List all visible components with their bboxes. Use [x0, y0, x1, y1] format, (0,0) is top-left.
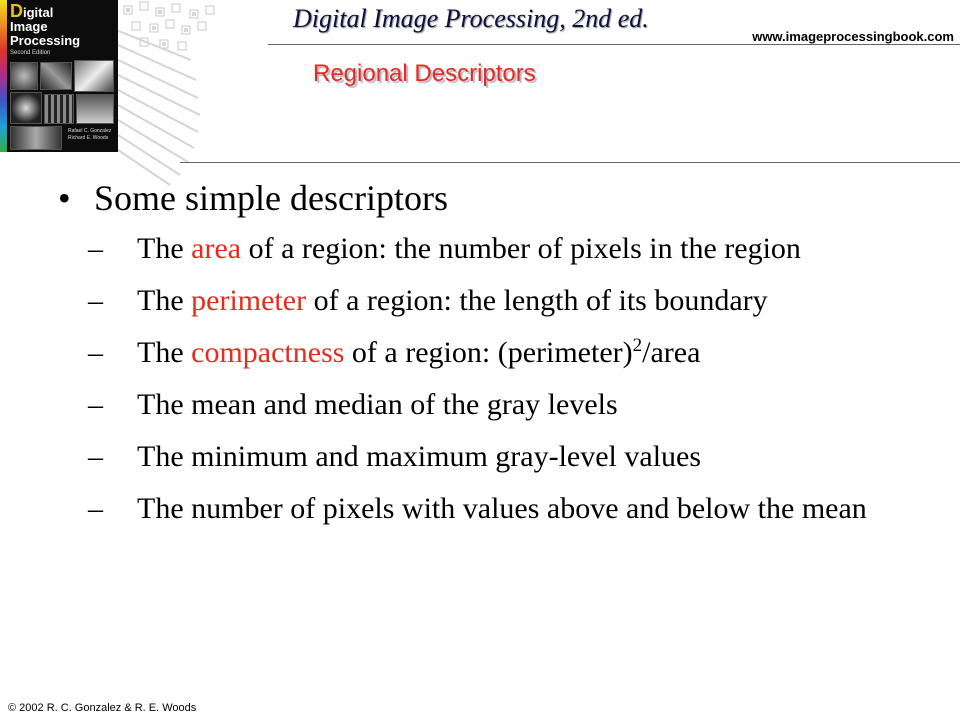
cover-title: Digital Image Processing	[10, 1, 81, 48]
list-item	[58, 440, 918, 473]
list-item	[58, 284, 918, 317]
list-item	[58, 388, 918, 421]
header-divider-top	[268, 44, 960, 45]
list-item-text: The area of a region: the number of pixels in the region	[137, 232, 801, 265]
list-item-text: The number of pixels with values above and below the mean	[137, 492, 867, 525]
cover-thumbnail-image	[10, 92, 42, 124]
cover-spectrum-stripe	[0, 0, 7, 152]
dash-marker: –	[88, 388, 103, 421]
dash-marker: –	[88, 284, 103, 317]
cover-thumbnail-image	[44, 94, 74, 124]
copyright-footer: © 2002 R. C. Gonzalez & R. E. Woods	[8, 702, 197, 714]
dash-marker: –	[88, 492, 103, 525]
cover-edition: Second Edition	[10, 50, 51, 56]
cover-thumbnail-image	[74, 60, 114, 92]
book-title-header: Digital Image Processing, 2nd ed.	[293, 4, 649, 33]
list-item-text: The mean and median of the gray levels	[137, 388, 618, 421]
cover-thumbnail-image	[10, 126, 62, 150]
list-item	[58, 232, 918, 265]
subitem-list	[58, 232, 918, 525]
dash-marker: –	[88, 232, 103, 265]
highlighted-term: area	[191, 232, 242, 265]
cover-thumbnail-image	[40, 62, 72, 90]
dash-marker: –	[88, 440, 103, 473]
main-bullet-text: Some simple descriptors	[94, 178, 448, 218]
list-item-text: The compactness of a region: (perimeter)$^2$/area	[137, 335, 701, 369]
cover-authors: Rafael C. Gonzalez Richard E. Woods	[68, 128, 112, 141]
main-bullet	[58, 178, 918, 218]
website-url: www.imageprocessingbook.com	[752, 29, 954, 44]
book-cover-image	[0, 0, 118, 152]
superscript: 2	[632, 335, 643, 356]
highlighted-term: perimeter	[191, 284, 307, 317]
list-item-text: The perimeter of a region: the length of its boundary	[137, 284, 768, 317]
list-item	[58, 492, 918, 525]
list-item	[58, 336, 918, 369]
cover-thumbnail-image	[10, 62, 38, 90]
highlighted-term: compactness	[191, 336, 345, 369]
bullet-marker: •	[58, 178, 71, 218]
dash-marker: –	[88, 336, 103, 369]
header-divider-bottom	[180, 162, 960, 163]
section-title: Regional Descriptors	[313, 60, 536, 87]
list-item-text: The minimum and maximum gray-level values	[137, 440, 702, 473]
cover-thumbnail-image	[76, 94, 114, 124]
slide-body	[58, 178, 918, 544]
